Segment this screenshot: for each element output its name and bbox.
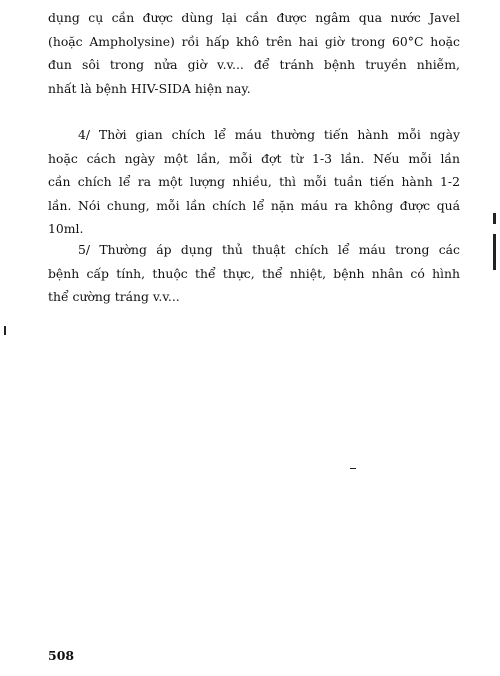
text-line: (hoặc Ampholysine) rồi hấp khô trên hai giờ trong 60°C hoặc	[48, 33, 460, 49]
scan-speck	[350, 468, 356, 469]
text-line: thể cường tráng v.v...	[48, 289, 180, 304]
text-line: đun sôi trong nửa giờ v.v... để tránh bệnh truyền nhiễm,	[48, 57, 460, 72]
paragraph-item-5	[48, 238, 460, 309]
text-line: nhất là bệnh HIV-SIDA hiện nay.	[48, 80, 251, 96]
paragraph-continuation	[48, 6, 460, 100]
paragraph-item-4	[48, 123, 460, 241]
scan-edge-mark	[493, 213, 496, 224]
text-line: cần chích lể ra một lượng nhiều, thì mỗi tuần tiến hành 1-2	[48, 174, 460, 189]
scan-edge-mark	[493, 234, 496, 270]
text-line: dụng cụ cần được dùng lại cần được ngâm qua nước Javel	[48, 10, 460, 25]
text-line: bệnh cấp tính, thuộc thể thực, thể nhiệt, bệnh nhân có hình	[48, 265, 460, 281]
text-line: 10ml.	[48, 221, 84, 236]
text-line: 5/ Thường áp dụng thủ thuật chích lể máu trong các	[78, 242, 460, 257]
text-line: lần. Nói chung, mỗi lần chích lể nặn máu ra không được quá	[48, 197, 460, 213]
text-line: 4/ Thời gian chích lể máu thường tiến hành mỗi ngày	[78, 127, 460, 142]
page-number: 508	[48, 648, 75, 663]
scan-edge-mark	[4, 326, 6, 335]
text-line: hoặc cách ngày một lần, mỗi đợt từ 1-3 lần. Nếu mỗi lần	[48, 150, 460, 166]
